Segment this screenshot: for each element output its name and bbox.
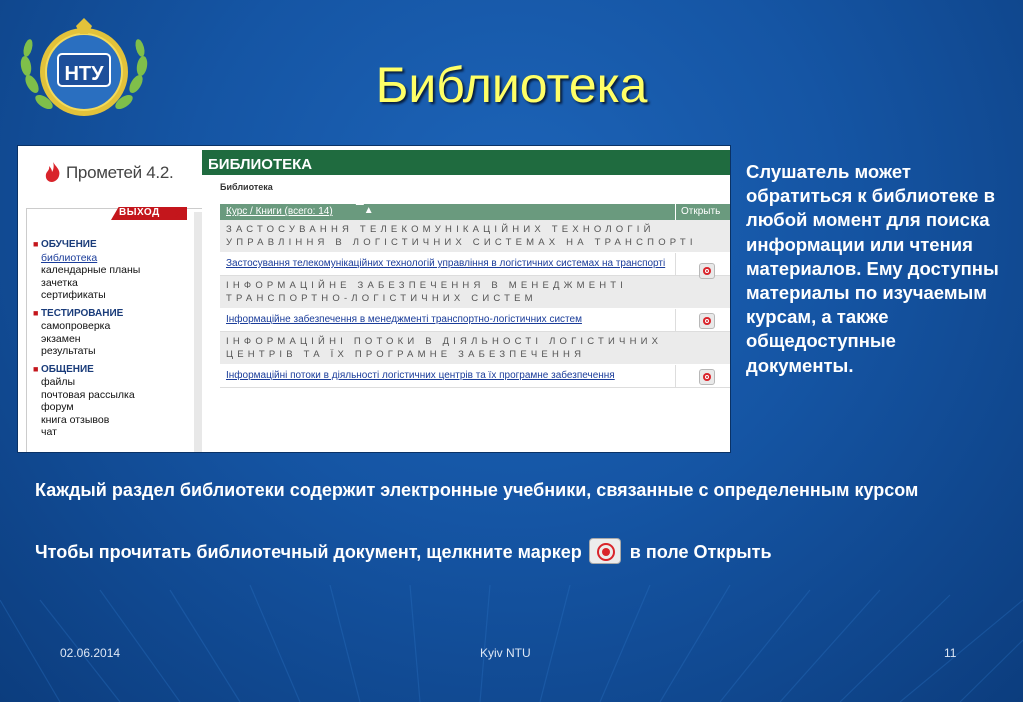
document-link[interactable]: Застосування телекомунікаційних технологій управління в логістичних системах на транспорті — [226, 258, 666, 269]
document-link[interactable]: Інформаційне забезпечення в менеджменті транспортно-логістичних систем — [226, 314, 582, 325]
close-icon[interactable]: ✕ — [173, 205, 186, 222]
menu-item-chat[interactable]: чат — [41, 426, 57, 438]
document-link[interactable]: Інформаційні потоки в діяльності логістичних центрів та їх програмне забезпечення — [226, 370, 615, 381]
menu-section-testing: ■ ТЕСТИРОВАНИЕ — [33, 307, 140, 321]
exit-button[interactable]: ВЫХОД — [119, 207, 160, 218]
open-marker-icon[interactable] — [699, 369, 715, 385]
menu-item-forum[interactable]: форум — [41, 401, 74, 413]
menu-item-mailing[interactable]: почтовая рассылка — [41, 388, 135, 401]
footer-center: Kyiv NTU — [480, 646, 531, 660]
sort-icon[interactable]: ▔▲ — [356, 205, 374, 216]
course-group-title: ІНФОРМАЦІЙНІ ПОТОКИ В ДІЯЛЬНОСТІ ЛОГІСТИЧНИХ ЦЕНТРІВ ТА ЇХ ПРОГРАМНЕ ЗАБЕЗПЕЧЕННЯ — [220, 332, 730, 365]
side-description: Слушатель может обратиться к библиотеке в любой момент для поиска информации или чтения материалов. Ему доступны материалы по изучаемым курсам, а также общедоступные документы. — [746, 161, 999, 376]
lms-screenshot — [18, 146, 730, 452]
menu-item-files[interactable]: файлы — [41, 376, 76, 388]
menu-item-self-check[interactable]: самопроверка — [41, 320, 111, 332]
menu-item-library[interactable]: библиотека — [41, 251, 98, 264]
table-row — [220, 365, 730, 388]
lms-brand: Прометей 4.2. — [66, 163, 174, 182]
menu-section-communication: ■ ОБЩЕНИЕ — [33, 363, 140, 377]
instruction-text-after: в поле Открыть — [629, 542, 772, 562]
open-marker-icon[interactable] — [699, 263, 715, 279]
lms-content — [202, 146, 730, 452]
table-row — [220, 309, 730, 332]
menu-item-exam[interactable]: экзамен — [41, 332, 81, 345]
menu-item-gradebook[interactable]: зачетка — [41, 276, 78, 289]
breadcrumb: Библиотека — [220, 182, 273, 192]
page-title: Библиотека — [375, 57, 648, 113]
library-table — [220, 204, 730, 388]
instruction-text-before: Чтобы прочитать библиотечный документ, щелкните маркер — [35, 542, 582, 562]
column-course[interactable]: Курс / Книги (всего: 14) — [226, 206, 333, 217]
flame-icon — [44, 162, 62, 182]
column-open: Открыть — [681, 206, 721, 217]
library-header-title: БИБЛИОТЕКА — [208, 156, 313, 173]
menu-item-calendar-plans[interactable]: календарные планы — [41, 264, 141, 276]
description-sections: Каждый раздел библиотеки содержит электронные учебники, связанные с определенным курсом — [35, 480, 919, 500]
lms-sidebar — [18, 146, 202, 452]
menu-scrollbar[interactable] — [194, 212, 202, 452]
library-header — [202, 150, 730, 175]
open-marker-icon[interactable] — [699, 313, 715, 329]
course-group-title: ЗАСТОСУВАННЯ ТЕЛЕКОМУНІКАЦІЙНИХ ТЕХНОЛОГІЙ УПРАВЛІННЯ В ЛОГІСТИЧНИХ СИСТЕМАХ НА ТРАНСПОРТІ — [220, 220, 730, 253]
open-marker-icon — [589, 538, 621, 564]
footer-date: 02.06.2014 — [60, 646, 121, 660]
table-header — [220, 204, 730, 220]
footer-page-number: 11 — [944, 646, 957, 660]
course-group-title: ІНФОРМАЦІЙНЕ ЗАБЕЗПЕЧЕННЯ В МЕНЕДЖМЕНТІ ТРАНСПОРТНО-ЛОГІСТИЧНИХ СИСТЕМ — [220, 276, 730, 309]
menu-item-results[interactable]: результаты — [41, 345, 96, 357]
menu-item-guestbook[interactable]: книга отзывов — [41, 413, 110, 426]
description-open-instructions — [35, 538, 1015, 564]
menu-section-learning: ■ ОБУЧЕНИЕ — [33, 238, 140, 252]
lms-menu — [33, 238, 140, 439]
table-row — [220, 253, 730, 276]
logo-text: НТУ — [64, 63, 104, 85]
menu-item-certificates[interactable]: сертификаты — [41, 289, 106, 301]
